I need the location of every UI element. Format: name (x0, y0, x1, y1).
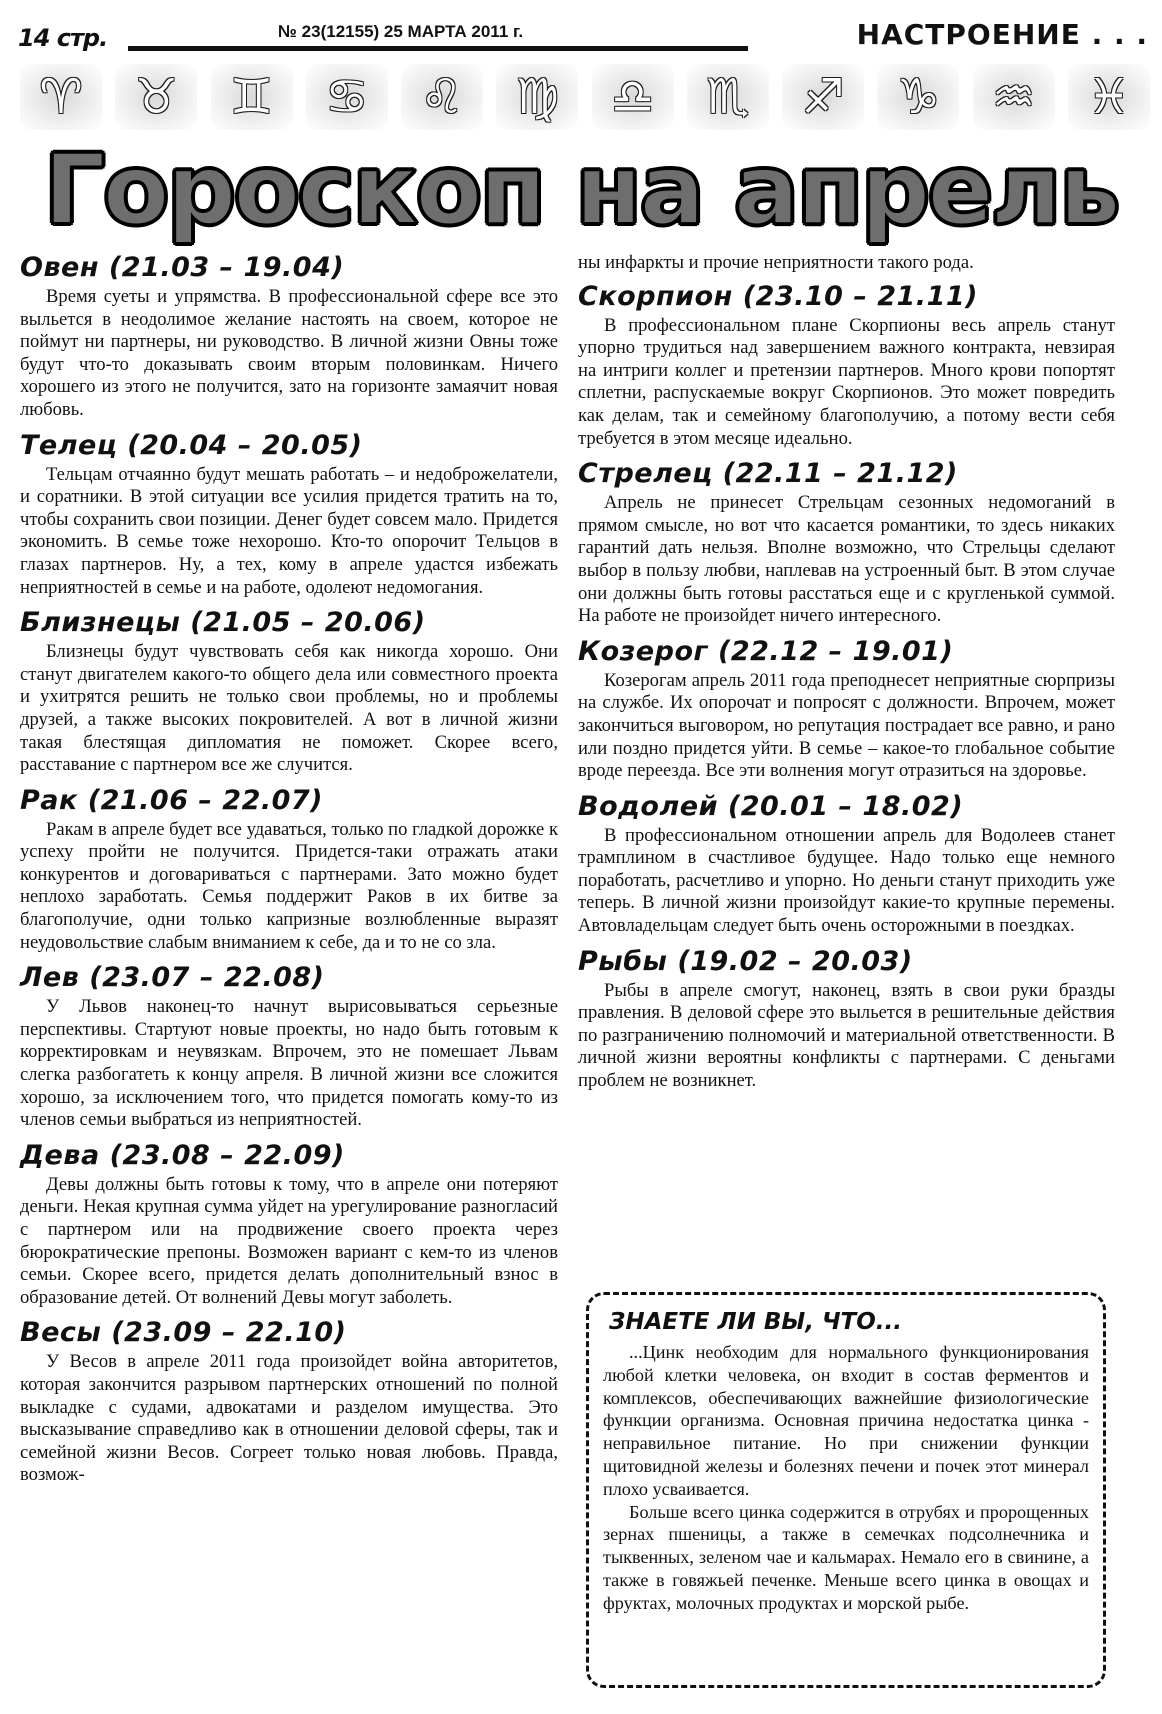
page-number: 14 стр. (18, 24, 108, 52)
sign-title: Рак (21.06 – 22.07) (20, 784, 324, 816)
sign-text: В профессиональном плане Скорпионы весь апрель станут упорно трудиться над завершением важного контракта, невзирая на интриги коллег и претензии партнеров. Много крови попортят сплетни, распускаемые вокруг Скорпионов. Это может повредить как делам, так и семейному благополучию, а потому вести себя требуется в этом месяце идеально. (578, 314, 1115, 449)
virgo-icon: ♍ (496, 64, 578, 130)
cancer-icon: ♋ (306, 64, 388, 130)
pisces-icon: ♓ (1068, 64, 1150, 130)
sign-title: Козерог (22.12 – 19.01) (578, 635, 954, 667)
horoscope-virgo (20, 1140, 558, 1310)
sign-title: Рыбы (19.02 – 20.03) (578, 945, 913, 977)
horoscope-scorpio (578, 281, 1115, 451)
sign-title: Дева (23.08 – 22.09) (20, 1139, 345, 1171)
main-title-text: Гороскоп на апрель (43, 134, 1119, 246)
libra-icon: ♎ (592, 64, 674, 130)
zodiac-strip (20, 62, 1150, 132)
right-column (578, 252, 1115, 1101)
section-name: НАСТРОЕНИЕ . . . (856, 18, 1148, 51)
sign-text: Время суеты и упрямства. В профессиональной сфере все это выльется в неодолимое желание настоять на своем, которое не поймут ни партнеры, ни руководство. В личной жизни Овны тоже будут что-то доказывать своим вторым половинкам. Ничего хорошего из этого не получится, зато на горизонте замаячит новая любовь. (20, 286, 558, 420)
sign-title: Близнецы (21.05 – 20.06) (20, 607, 426, 639)
capricorn-icon: ♑ (877, 64, 959, 130)
sign-text: Близнецы будут чувствовать себя как никогда хорошо. Они станут двигателем какого-то общего дела или совместного проекта и ухитрятся решить не только свои проблемы, но и проблемы друзей, а также высоких покровителей. А вот в личной жизни такая блестящая дипломатия не поможет. Скорее всего, расставание с партнером все же случится. (20, 641, 558, 776)
sagittarius-icon: ♐ (782, 64, 864, 130)
horoscope-sagittarius (578, 458, 1115, 628)
aquarius-icon: ♒ (973, 64, 1055, 130)
horoscope-libra (20, 1317, 558, 1487)
horoscope-taurus (20, 430, 558, 600)
sign-text: У Львов наконец-то начнут вырисовываться серьезные перспективы. Стартуют новые проекты, но надо быть готовым к корректировкам и неувязкам. Впрочем, это не помешает Львам слегка разбогатеть к концу апреля. В личной жизни все сложится хорошо, за исключением того, что придется помогать кому-то из членов семьи выбраться из неприятностей. (20, 996, 558, 1131)
gemini-icon: ♊ (211, 64, 293, 130)
horoscope-aries (20, 252, 558, 422)
sign-text: В профессиональном отношении апрель для Водолеев станет трамплином в счастливое будущее. Надо только еще немного поработать, расчетливо и упорно. Но деньги станут приходить уже теперь. В личной жизни произойдут какие-то крупные перемены. Автовладельцам следует быть очень осторожными в поездках. (578, 824, 1115, 937)
issue-info: № 23(12155) 25 МАРТА 2011 г. (278, 22, 524, 41)
sign-text: Апрель не принесет Стрельцам сезонных недомоганий в прямом смысле, но вот что касается романтики, то здесь никаких гарантий дать нельзя. Вполне возможно, что Стрельцы сделают выбор в пользу любви, наплевав на устроенный быт. В этом случае они должны быть готовы расстаться еще и с кругленькой суммой. На работе не произойдет ничего интересного. (578, 492, 1115, 627)
factbox-title: ЗНАЕТЕ ЛИ ВЫ, ЧТО... (609, 1309, 903, 1335)
taurus-icon: ♉ (115, 64, 197, 130)
aries-icon: ♈ (20, 64, 102, 130)
sign-text: Рыбы в апреле смогут, наконец, взять в свои руки бразды правления. В деловой сфере это выльется в решительные действия по разграничению полномочий и материальной ответственности. В личной жизни вероятны конфликты с партнерами. С деньгами проблем не возникнет. (578, 979, 1115, 1092)
did-you-know-box (586, 1292, 1106, 1688)
sign-title: Весы (23.09 – 22.10) (20, 1317, 347, 1349)
page-header (18, 18, 1148, 58)
leo-icon: ♌ (401, 64, 483, 130)
sign-text: У Весов в апреле 2011 года произойдет война авторитетов, которая закончится разрывом партнерских отношений по полной выкладке с судами, адвокатами и разделом имущества. Это высказывание справедливо как в отношении деловой сферы, так и семейной жизни Весов. Согреет только новая любовь. Правда, возмож- (20, 1351, 558, 1486)
horoscope-gemini (20, 607, 558, 777)
scorpio-icon: ♏ (687, 64, 769, 130)
horoscope-pisces (578, 946, 1115, 1093)
header-rule (128, 46, 748, 51)
horoscope-cancer (20, 785, 558, 955)
sign-text: Девы должны быть готовы к тому, что в апреле они потеряют деньги. Некая крупная сумма уйдет на урегулирование разногласий с партнером или на продвижение своего проекта через бюрократические препоны. Возможен вариант с кем-то из членов семьи. Скорее всего, придется делать дополнительный взнос в образование детей. От волнений Девы могут заболеть. (20, 1173, 558, 1308)
sign-title: Стрелец (22.11 – 21.12) (578, 458, 958, 490)
sign-title: Лев (23.07 – 22.08) (20, 962, 325, 994)
sign-title: Овен (21.03 – 19.04) (20, 252, 345, 283)
left-column (20, 252, 558, 1495)
sign-text: Козерогам апрель 2011 года преподнесет неприятные сюрпризы на службе. Их опорочат и попросят с должности. Впрочем, может закончиться выговором, но репутация пострадает все равно, и рано или поздно придется уйти. В семье – какое-то глобальное событие вроде переезда. Все эти волнения могут отразиться на здоровье. (578, 669, 1115, 782)
horoscope-leo (20, 962, 558, 1132)
sign-text: Тельцам отчаянно будут мешать работать – и недоброжелатели, и соратники. В этой ситуации все усилия придется тратить на то, чтобы сохранить свои позиции. Денег будет совсем мало. Придется экономить. В семье тоже нехорошо. Кто-то опорочит Тельцов в глазах партнеров. Ну, а тех, кому в апреле удастся избежать неприятностей в семье и на работе, одолеют недомогания. (20, 463, 558, 598)
sign-title: Водолей (20.01 – 18.02) (578, 790, 964, 822)
sign-text: Ракам в апреле будет все удаваться, только по гладкой дорожке к успеху пройти не получится. Придется-таки отражать атаки конкурентов и договариваться с партнерами. Зато можно будет неплохо заработать. Семья поддержит Раков в их битве за благополучие, одни только капризные возлюбленные выразят неудовольствие слабым вниманием к себе, да и то не со зла. (20, 818, 558, 953)
factbox-paragraph-1: ...Цинк необходим для нормального функционирования любой клетки человека, он входит в состав ферментов и комплексов, обеспечивающих важнейшие физиологические функции организма. Основная причина недостатка цинка - неправильное питание. Но при снижении функции щитовидной железы и болезнях печени и почек этот минерал плохо усваивается. (603, 1342, 1089, 1499)
horoscope-capricorn (578, 636, 1115, 783)
horoscope-aquarius (578, 791, 1115, 938)
sign-title: Скорпион (23.10 – 21.11) (578, 280, 978, 312)
main-title (0, 134, 1162, 246)
factbox-paragraph-2: Больше всего цинка содержится в отрубях и пророщенных зернах пшеницы, а также в семечках подсолнечника и тыквенных, зеленом чае и кальмарах. Немало его в свинине, а также в говяжьей печенке. Меньше всего цинка в овощах и фруктах, молочных продуктах и морской рыбе. (603, 1501, 1089, 1613)
sign-title: Телец (20.04 – 20.05) (20, 429, 363, 461)
libra-continuation: ны инфаркты и прочие неприятности такого рода. (578, 252, 974, 273)
